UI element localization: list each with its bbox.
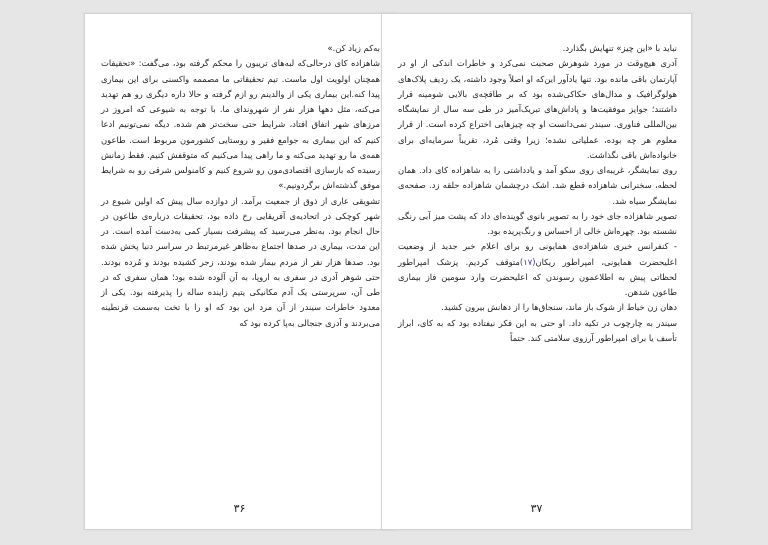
paragraph: تشویقی عاری از ذوق از جمعیت برآمد. از دوازده سال پیش که اولین شیوع در شهر کوچکی در اتحادیه‌ی آفریقایی رخ داده بود، تحقیقات درباره‌ی طاعون در حال انجام بود. به‌نظر می‌رسید که پیشرفت بسیار کمی به‌دست آمده است. در این مدت، بیماری در صدها اجتماع به‌ظاهر غیرمرتبط در سراسر دنیا پخش شده بود. صدها هزار نفر از مردم بیمار شده بودند، زجر کشیده بودند و مُرده بودند. حتی شوهر آدری در سفری به اروپا، به آن آلوده شده بود؛ همان سفری که در طی آن، سرپرستی یک آدم مکانیکی یتیم زاینده ساله را پذیرفته بود. یکی از معدود خاطرات سیندر از آن مرد این بود که او را با تخت به‌سمت قرنطینه می‌بردند و آدری جنجالی به‌پا کرده بود که — [101, 195, 380, 328]
paragraph-text: - کنفرانس خبری شاهزاده‌ی همایونی رو برای اعلام خبر جدید از وضعیت اعلیحضرت همایونی، امپراطور ریکان — [398, 241, 677, 267]
left-page — [84, 13, 395, 530]
right-page — [381, 13, 692, 530]
left-page-text — [101, 41, 380, 331]
paragraph: روی نمایشگر، غریبه‌ای روی سکو آمد و یادداشتی را به شاهزاده کای داد. همان لحظه، سخنرانی شاهزاده قطع شد. اشک درچشمان شاهزاده حلقه زد. صفحه‌ی نمایشگر سیاه شد. — [398, 165, 677, 206]
paragraph-text: متوقف کردیم. پزشک امپراطور لحظاتی پیش به اطلاعمون رسوندن که اعلیحضرت وارد سومین فاز بیماری طاعون شدهن. — [398, 256, 677, 297]
page-number: ۳۶ — [233, 502, 246, 515]
right-page-text — [398, 41, 677, 346]
page-number: ۳۷ — [530, 502, 543, 515]
paragraph: تصویر شاهزاده جای خود را به تصویر بانوی گوینده‌ای داد که پشت میز آبی رنگی نشسته بود. چهره‌اش خالی از احساس و رنگ‌پریده بود. — [398, 210, 677, 236]
paragraph: آدری هیچ‌وقت در مورد شوهرش صحبت نمی‌کرد و خاطرات اندکی از او در آپارتمان باقی مانده بود. تنها یادآور این‌که او اصلاً وجود داشته، یک ردیف پلاک‌های هولوگرافیک و مدال‌های حکاکی‌شده بود که بر طاقچه‌ی بالایی شومینه قرار داشتند؛ جوایز موفقیت‌ها و پاداش‌های تبریک‌آمیز در طی سه سال از نمایشگاه بین‌المللی فناوری. سیندر نمی‌دانست او چه چیزهایی اختراع کرده است. از قرار معلوم هر چه بوده، عملیاتی نشده؛ زیرا وقتی مُرد، تقریباً سرمایه‌ای برای خانواده‌اش باقی نگذاشت. — [398, 58, 677, 160]
paragraph: سیندر به چارچوب در تکیه داد. او حتی به این فکر نیفتاده بود که به کای، ابراز تأسف یا برای امپراطور آرزوی سلامتی کند. حتماً — [398, 317, 677, 343]
paragraph: نباید با «این چیز» تنهایش بگذارد. — [562, 43, 677, 53]
paragraph: دهان زن خیاط از شوک باز ماند، سنجاق‌ها را از دهانش بیرون کشید. — [441, 302, 677, 313]
paragraph: به‌کم زیاد کن.» — [327, 43, 380, 53]
paragraph: شاهزاده کای درحالی‌که لبه‌های تریبون را محکم گرفته بود، می‌گفت: «تحقیقات همچنان اولویت اول ماست. تیم تحقیقاتی ما مصممه واکسنی برای این بیماری پیدا کنه.این بیماری یکی از والدینم رو ازم گرفته و حالا داره دیگری رو هم تهدید می‌کنه، مثل دهها هزار نفر از شهروندای ما. با توجه به شیوعی که امروز در مرزهای شهر اتفاق افتاد، شرایط حتی سخت‌تر هم شده. دیگه نمی‌تونیم ادعا کنیم که این بیماری به جوامع فقیر و روستایی کشورمون مربوط است. طاعون همه‌ی ما رو تهدید می‌کنه و ما راهی پیدا می‌کنیم که متوقفش کنیم. فقط زمانش رسیده که بازسازی اقتصادی‌مون رو شروع کنیم و کامنولس شرقی رو به شرایط موفق گذشته‌اش برگردونیم.» — [101, 58, 380, 191]
paragraph — [398, 239, 677, 300]
footnote-reference[interactable]: (۱۷) — [519, 256, 536, 267]
